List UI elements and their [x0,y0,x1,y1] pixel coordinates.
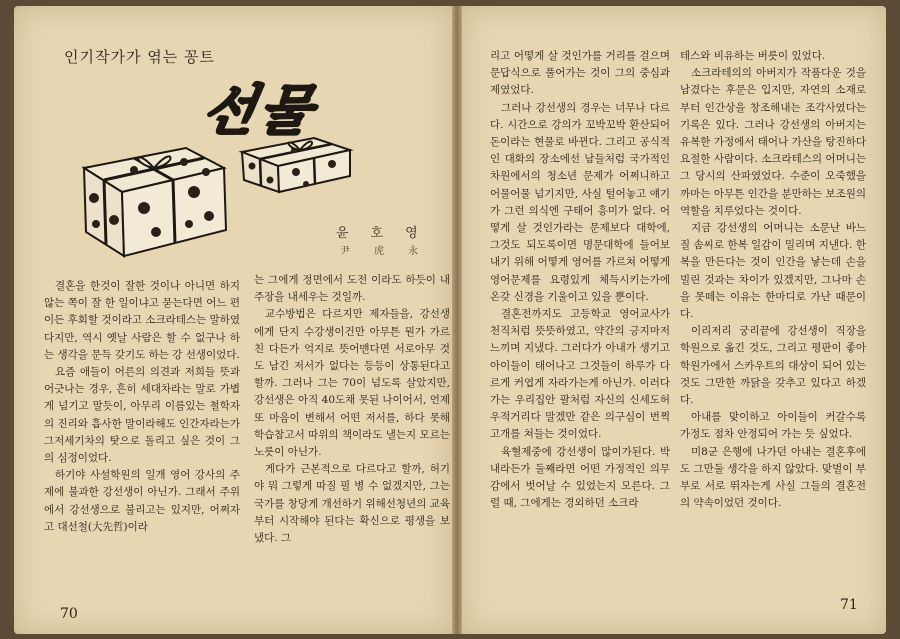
paragraph: 이리저리 궁리끝에 강선생이 직장을 학원으로 옮긴 것도, 그리고 평판이 좋아 학원가에서 스카우트의 대상이 되어 있는 것도 그만한 까닭을 갖추고 있다고 하겠다. [680,325,866,407]
left-page [14,6,452,634]
paragraph: 아내를 맞이하고 아이들이 커갈수록 가정도 점차 안정되어 가는 듯 싶었다. [680,411,866,441]
paragraph: 는 그에게 정면에서 도전 이라도 하듯이 내 주장을 내세우는 것일까. [254,274,450,304]
page-number-right: 71 [840,597,858,613]
paragraph: 테스와 비유하는 버릇이 있었다. [680,50,826,62]
paragraph: 게다가 근본적으로 다르다고 할까, 허기야 뭐 그렇게 따질 필 병 수 없겠지만, 그는 국가를 창당게 개선하기 위해선청년의 교육부터 시작해야 된다는 확신으로 평생을 보냈다. 그 [254,463,450,545]
author-name: 윤호영 [336,226,440,241]
large-gift-box-icon [84,148,226,256]
left-column-1 [44,278,240,602]
paragraph: 교수방법은 다르지만 제자들을, 강선생에게 단지 수강생이건만 아무튼 뭔가 가르친 다든가 억지로 뜻어맨다면 서로아무 것도 남긴 저서가 없다는 등등이 상통된다고 할까. 그러나 그는 70이 넘도록 살았지만, 강선생은 아직 40도채 못된 나이어서, 언제 또 마음이 변해서 어떤 저서를, 하다 못해 학습참고서 따위의 책이라도 낼는지 모르는 노릇이 아닌가. [254,308,450,459]
right-column-2 [680,48,866,608]
book-gutter [452,6,462,634]
paragraph: 지금 강선생의 어머니는 소문난 바느질 솜씨로 한복 일감이 밀리며 지낸다. 한복을 만든다는 것이 인간을 낳는데 손을 빌린 것과는 차이가 있겠지만, 그나마 손을 못떼는 이유는 한마디로 가난 때문이다. [680,222,866,321]
author-name-hanja: 尹虎永 [340,246,442,257]
series-label: 인기작가가 엮는 꽁트 [64,48,215,66]
paragraph: 요즘 애들이 어른의 의견과 저희들 뜻과 어긋나는 경우, 흔히 세대차라는 말로 가볍게 넘기고 말듯이, 아무리 이름있는 철학자의 진리와 흡사한 말이라해도 인간자라는가 그저세기차의 탓으로 돌리고 싶은 것이 그의 심정이었다. [44,366,240,465]
paragraph: 그러나 강선생의 경우는 너무나 다르다. 시간으로 강의가 꼬박꼬박 환산되어 돈이라는 현물로 바뀐다. 그리고 공식적인 대화의 장소에선 남들처럼 국가적인 차원에서의 청소년 문제가 어쩌니하고 어물어물 넘기지만, 사실 털어놓고 얘기가 그런 의식엔 구태어 흥미가 없다. 어떻게 살 것인가라는 문제보다 대학에, 그것도 되도록이면 명문대학에 들어보내기 위해 어떻게 영어를 가르쳐 어떻게 영어문제를 요령있게 체득시키는가에 온갖 신경을 기울이고 있을 뿐이다. [490,101,670,303]
right-page [462,6,886,634]
paragraph: 육혈제중에 강선생이 많이가된다. 박내라든가 둘째라면 어떤 가정적인 의무감에서 벗어날 수 있었는지 모른다. 그럴 때, 그에게는 경외하던 소크라 [490,445,670,510]
paragraph: 결혼을 한것이 잘한 것이나 아니면 하지 않는 쪽이 잘 한 일이냐고 묻는다면 어느 편이든 후회할 것이라고 소크라테스는 말하였다지만, 역시 옛날 사람은 할 수 없구나 하는 생각을 문득 갖기도 하는 강 선생이었다. [44,280,240,361]
right-column-1 [490,48,670,608]
paragraph: 미8군 은행에 나가던 아내는 결혼후에도 그만둘 생각을 하지 않았다. 맞벌이 부부로 서로 뛰자는게 사실 그들의 결혼전의 약속이었던 것이다. [680,445,866,510]
paragraph: 소크라테의의 아버지가 작품다운 것을 남겼다는 후문은 입지만, 자연의 소재로부터 인간상을 창조해내는 조각사였다는 기록은 있다. 그러나 강선생의 아버지는 유복한 가정에서 태어나 가산을 탕진하다 요절한 사람이다. 소크라테스의 어머니는 그 당시의 산파였었다. 수준이 오죽했을까마는 아무튼 인간을 분만하는 보조원의 역할을 치루었다는 것이다. [680,67,866,217]
gift-boxes-illustration [74,128,364,258]
small-gift-box-icon [242,138,350,192]
paragraph: 결혼전까지도 고등학교 영어교사가 천직처럼 뜻뜻하였고, 약간의 긍지마저 느끼며 지냈다. 그러다가 아내가 생기고 아이들이 태어나고 그것들이 하루가 다르게 커엽게 자라가는게 아닌가. 이러다가는 우리집안 팔처럼 자신의 신세도허우적거리다 말겠만 같은 의구심이 번쩍 고개를 쳐들는 것이었다. [490,308,670,441]
story-title: 선물 [197,79,322,142]
page-number-left: 70 [60,606,78,622]
paragraph: 하기야 사설학원의 일개 영어 강사의 주제에 불과한 강선생이 아닌가. 그래서 주위에서 강선생으로 불리고는 있지만, 어쩌자고 대선철(大先哲)이라 [44,469,240,533]
paragraph: 리고 어떻게 살 것인가를 거리를 걸으며 문답식으로 풀어가는 것이 그의 중심과제였었다. [490,50,670,97]
left-column-2 [254,272,450,602]
